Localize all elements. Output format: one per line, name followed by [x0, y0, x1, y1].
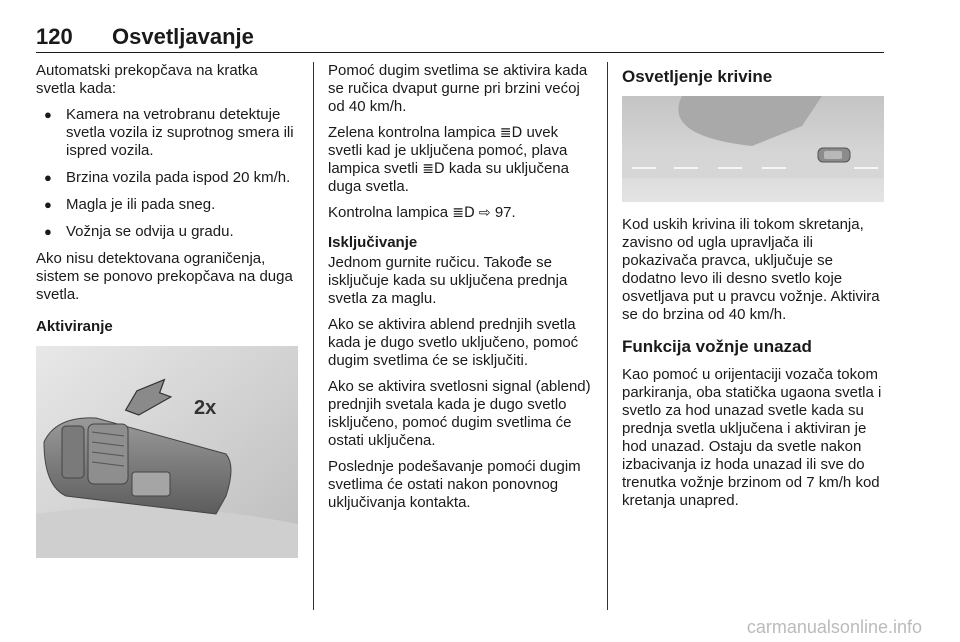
- auto-high-beam-icon: ≣D: [452, 205, 475, 221]
- page-title: Osvetljavanje: [112, 24, 254, 49]
- column-3: [622, 62, 890, 518]
- indicator-reference: Kontrolna lampica ≣D ⇨ 97.: [328, 204, 516, 221]
- deactivation-text: Jednom gurnite ručicu. Takođe se isključuje kada su uključena prednja svetla za maglu.: [328, 254, 568, 307]
- indicator-text: Zelena kontrolna lampica ≣D uvek svetli kad je uključena pomoć, plava lampica svetli ≣D kada su uključena duga svetla.: [328, 124, 569, 195]
- flash-signal-text: Ako se aktivira svetlosni signal (ablend) prednjih svetala kada je dugo svetlo isključeno, pomoć dugim svetlima će ostati uključena.: [328, 378, 591, 449]
- reverse-function-heading: Funkcija vožnje unazad: [622, 337, 812, 356]
- page-header: [36, 24, 884, 53]
- dip-beam-text: Ako se aktivira ablend prednjih svetla kada je dugo svetlo uključeno, pomoć dugim svetlima će se isključiti.: [328, 316, 579, 369]
- list-item: ● Magla je ili pada sneg.: [36, 196, 300, 214]
- list-item: ● Vožnja se odvija u gradu.: [36, 223, 300, 241]
- high-beam-icon: ≣D: [422, 161, 445, 177]
- column-1: [36, 62, 300, 558]
- list-item: ● Kamera na vetrobranu detektuje svetla vozila iz suprotnog smera ili ispred vozila.: [36, 106, 300, 160]
- activation-heading: Aktiviranje: [36, 318, 113, 335]
- lever-illustration: [36, 346, 298, 558]
- deactivation-heading: Isključivanje: [328, 234, 418, 251]
- activation-text: Pomoć dugim svetlima se aktivira kada se ručica dvaput gurne pri brzini većoj od 40 km/h.: [328, 62, 588, 115]
- page-number: 120: [36, 24, 73, 49]
- cornering-light-heading: Osvetljenje krivine: [622, 67, 773, 86]
- condition-list: [36, 106, 300, 241]
- column-2: [328, 62, 594, 520]
- intro-text: Automatski prekopčava na kratka svetla kada:: [36, 62, 258, 97]
- column-divider-left: [313, 62, 314, 610]
- reverse-function-text: Kao pomoć u orijentaciji vozača tokom parkiranja, oba statička ugaona svetla i svetlo za hod unazad svetle kada su prednja svetla uključena i aktiviran je hod unazad. Ostaju da svetle nakon izbacivanja iz hoda unazad ili sve do trenutka vožnje brzinom od 7 km/h kod kretanja unapred.: [622, 366, 882, 509]
- column-divider-right: [607, 62, 608, 610]
- page-reference-arrow-icon[interactable]: ⇨: [478, 205, 491, 221]
- reactivation-text: Ako nisu detektovana ograničenja, sistem se ponovo prekopčava na duga svetla.: [36, 250, 293, 303]
- cornering-light-illustration: [622, 96, 884, 202]
- cornering-light-text: Kod uskih krivina ili tokom skretanja, zavisno od ugla upravljača ili pokazivača pravca, uključuje se dodatno levo ili desno svetlo koje osvetljava put u pravcu vožnje. Aktivira se do brzina od 40 km/h.: [622, 216, 880, 323]
- figure-label-2x: 2x: [194, 397, 217, 419]
- watermark: carmanualsonline.info: [746, 617, 922, 637]
- last-setting-text: Poslednje podešavanje pomoći dugim svetlima će ostati nakon ponovnog uključivanja kontakta.: [328, 458, 581, 511]
- list-item: ● Brzina vozila pada ispod 20 km/h.: [36, 169, 300, 187]
- auto-high-beam-icon: ≣D: [499, 125, 523, 141]
